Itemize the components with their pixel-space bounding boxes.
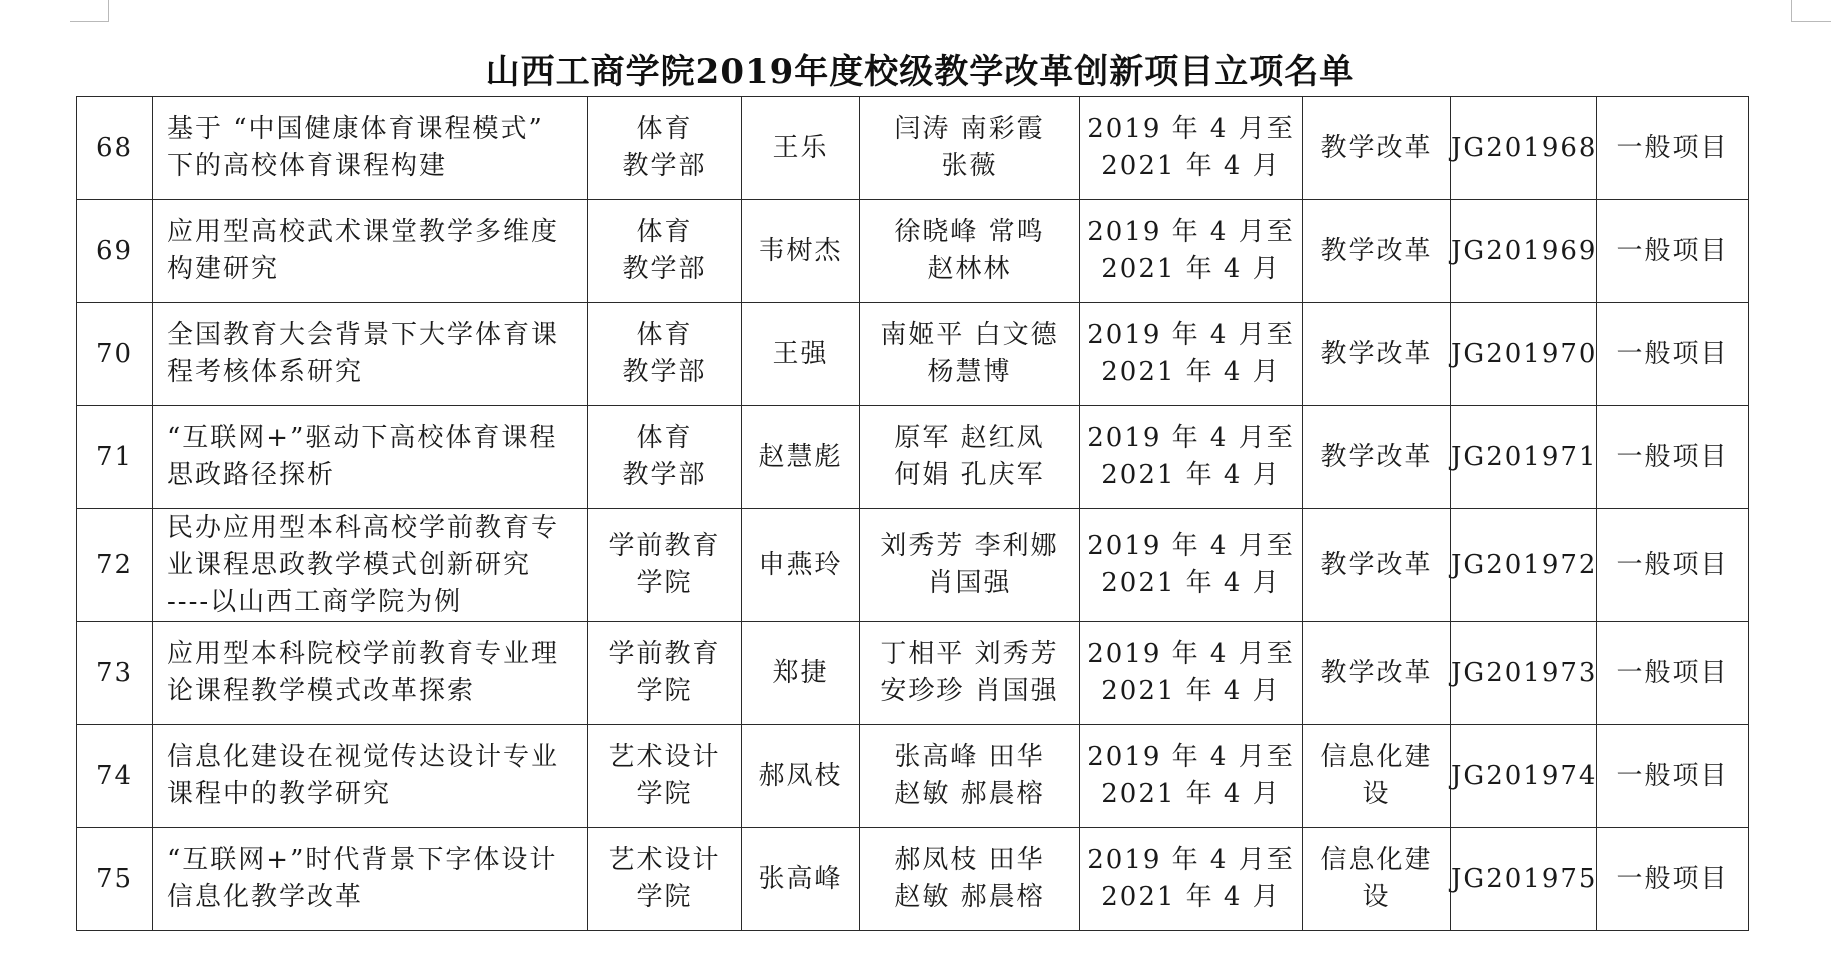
project-table [76,96,1749,931]
project-code: JG201971 [1451,406,1597,509]
project-period-line: 2021 年 4 月 [1101,357,1281,387]
project-name-line: “互联网+”驱动下高校体育课程 [167,423,558,453]
project-name-line: 构建研究 [167,254,280,284]
team-members [860,828,1080,931]
project-period-line: 2019 年 4 月至 [1087,320,1295,350]
department-line: 教学部 [622,460,707,490]
project-period-line: 2021 年 4 月 [1101,779,1281,809]
project-leader: 申燕玲 [742,509,860,622]
team-members-line: 郝凤枝 田华 [894,845,1045,875]
project-category-line: 设 [1362,882,1391,912]
project-category-line: 教学改革 [1320,338,1433,369]
project-period [1080,97,1303,200]
project-name [153,509,588,622]
department-line: 学院 [636,882,693,912]
team-members-line: 赵敏 郝晨榕 [894,779,1045,809]
project-category-line: 教学改革 [1320,132,1433,163]
department [588,828,742,931]
project-number: 71 [77,406,153,509]
department [588,200,742,303]
project-category [1303,97,1451,200]
project-name-line: 应用型本科院校学前教育专业理 [167,639,560,669]
table-row [77,200,1749,303]
team-members-line: 闫涛 南彩霞 [894,114,1045,144]
department [588,97,742,200]
project-name-line: 下的高校体育课程构建 [167,151,448,181]
project-period [1080,725,1303,828]
team-members-line: 张高峰 田华 [894,742,1045,772]
project-category-line: 教学改革 [1320,441,1433,472]
crop-mark-left [108,0,109,22]
project-category [1303,200,1451,303]
project-leader: 郑捷 [742,622,860,725]
department [588,622,742,725]
project-period [1080,622,1303,725]
department [588,303,742,406]
project-number: 69 [77,200,153,303]
project-code: JG201972 [1451,509,1597,622]
project-code: JG201974 [1451,725,1597,828]
department-line: 学院 [636,676,693,706]
project-category [1303,622,1451,725]
project-leader: 郝凤枝 [742,725,860,828]
project-period-line: 2019 年 4 月至 [1087,217,1295,247]
table-row [77,828,1749,931]
project-number: 73 [77,622,153,725]
project-name [153,725,588,828]
project-period-line: 2019 年 4 月至 [1087,531,1295,561]
table-row [77,509,1749,622]
project-category-line: 信息化建 [1320,742,1433,772]
project-name-line: 课程中的教学研究 [167,779,392,809]
crop-mark-right [1791,0,1792,22]
team-members-line: 徐晓峰 常鸣 [894,217,1045,247]
department-line: 教学部 [622,254,707,284]
table-row [77,303,1749,406]
project-category [1303,406,1451,509]
project-name-line: 民办应用型本科高校学前教育专 [167,512,560,543]
department-line: 体育 [636,320,693,350]
project-name-line: “互联网+”时代背景下字体设计 [167,845,558,875]
project-name [153,406,588,509]
team-members-line: 张薇 [941,151,998,181]
department-line: 教学部 [622,151,707,181]
project-leader: 王乐 [742,97,860,200]
project-category [1303,725,1451,828]
project-name-line: ----以山西工商学院为例 [167,586,463,617]
table-row [77,97,1749,200]
project-level: 一般项目 [1597,828,1749,931]
project-name-line: 应用型高校武术课堂教学多维度 [167,217,560,247]
project-name [153,97,588,200]
project-code: JG201969 [1451,200,1597,303]
project-name [153,200,588,303]
project-category [1303,828,1451,931]
project-name-line: 基于 “中国健康体育课程模式” [167,114,544,144]
project-period [1080,828,1303,931]
team-members [860,725,1080,828]
document-title: 山西工商学院2019年度校级教学改革创新项目立项名单 [485,52,1355,92]
project-period-line: 2021 年 4 月 [1101,151,1281,181]
project-level: 一般项目 [1597,725,1749,828]
project-code: JG201968 [1451,97,1597,200]
department-line: 体育 [636,217,693,247]
project-name [153,303,588,406]
table-body [77,97,1749,931]
department [588,725,742,828]
department-line: 学院 [636,568,693,598]
project-period [1080,200,1303,303]
team-members-line: 原军 赵红凤 [894,423,1045,453]
department-line: 艺术设计 [608,742,721,772]
project-name-line: 信息化建设在视觉传达设计专业 [167,742,560,772]
team-members [860,200,1080,303]
department-line: 教学部 [622,357,707,387]
team-members [860,509,1080,622]
department-line: 学前教育 [608,639,721,669]
project-period [1080,303,1303,406]
project-category-line: 信息化建 [1320,845,1433,875]
crop-mark-left-h [70,21,109,22]
project-level: 一般项目 [1597,622,1749,725]
table-row [77,406,1749,509]
project-name-line: 信息化教学改革 [167,882,364,912]
project-period-line: 2021 年 4 月 [1101,882,1281,912]
project-name-line: 全国教育大会背景下大学体育课 [167,320,560,350]
project-number: 68 [77,97,153,200]
department-line: 学院 [636,779,693,809]
crop-mark-right-h [1791,21,1831,22]
project-code: JG201973 [1451,622,1597,725]
project-number: 75 [77,828,153,931]
project-period-line: 2021 年 4 月 [1101,254,1281,284]
project-name-line: 程考核体系研究 [167,357,364,387]
project-code: JG201970 [1451,303,1597,406]
project-number: 72 [77,509,153,622]
team-members-line: 肖国强 [927,568,1012,598]
team-members-line: 赵林林 [927,254,1012,284]
team-members [860,622,1080,725]
project-name-line: 业课程思政教学模式创新研究 [167,549,532,580]
department-line: 体育 [636,114,693,144]
team-members [860,406,1080,509]
project-period [1080,509,1303,622]
project-name-line: 思政路径探析 [167,460,336,490]
project-leader: 赵慧彪 [742,406,860,509]
project-period-line: 2019 年 4 月至 [1087,423,1295,453]
table-row [77,622,1749,725]
project-number: 74 [77,725,153,828]
project-level: 一般项目 [1597,509,1749,622]
team-members-line: 安珍珍 肖国强 [880,676,1059,706]
project-level: 一般项目 [1597,200,1749,303]
team-members-line: 何娟 孔庆军 [894,460,1045,490]
table-row [77,725,1749,828]
project-level: 一般项目 [1597,97,1749,200]
project-category-line: 教学改革 [1320,549,1433,580]
project-leader: 王强 [742,303,860,406]
project-category [1303,509,1451,622]
team-members-line: 赵敏 郝晨榕 [894,882,1045,912]
team-members [860,303,1080,406]
team-members [860,97,1080,200]
team-members-line: 刘秀芳 李利娜 [880,531,1059,561]
team-members-line: 丁相平 刘秀芳 [880,639,1059,669]
project-level: 一般项目 [1597,303,1749,406]
department-line: 体育 [636,423,693,453]
project-category-line: 教学改革 [1320,657,1433,688]
project-period-line: 2021 年 4 月 [1101,568,1281,598]
project-period-line: 2021 年 4 月 [1101,676,1281,706]
department [588,406,742,509]
team-members-line: 南姬平 白文德 [880,320,1059,350]
project-leader: 张高峰 [742,828,860,931]
department [588,509,742,622]
project-period-line: 2019 年 4 月至 [1087,114,1295,144]
team-members-line: 杨慧博 [927,357,1012,387]
project-name [153,622,588,725]
project-name [153,828,588,931]
project-category-line: 教学改革 [1320,235,1433,266]
project-level: 一般项目 [1597,406,1749,509]
project-category [1303,303,1451,406]
project-number: 70 [77,303,153,406]
project-period [1080,406,1303,509]
project-period-line: 2019 年 4 月至 [1087,742,1295,772]
department-line: 艺术设计 [608,845,721,875]
project-code: JG201975 [1451,828,1597,931]
project-category-line: 设 [1362,779,1391,809]
project-leader: 韦树杰 [742,200,860,303]
project-period-line: 2019 年 4 月至 [1087,639,1295,669]
project-period-line: 2019 年 4 月至 [1087,845,1295,875]
project-period-line: 2021 年 4 月 [1101,460,1281,490]
department-line: 学前教育 [608,531,721,561]
project-name-line: 论课程教学模式改革探索 [167,676,476,706]
